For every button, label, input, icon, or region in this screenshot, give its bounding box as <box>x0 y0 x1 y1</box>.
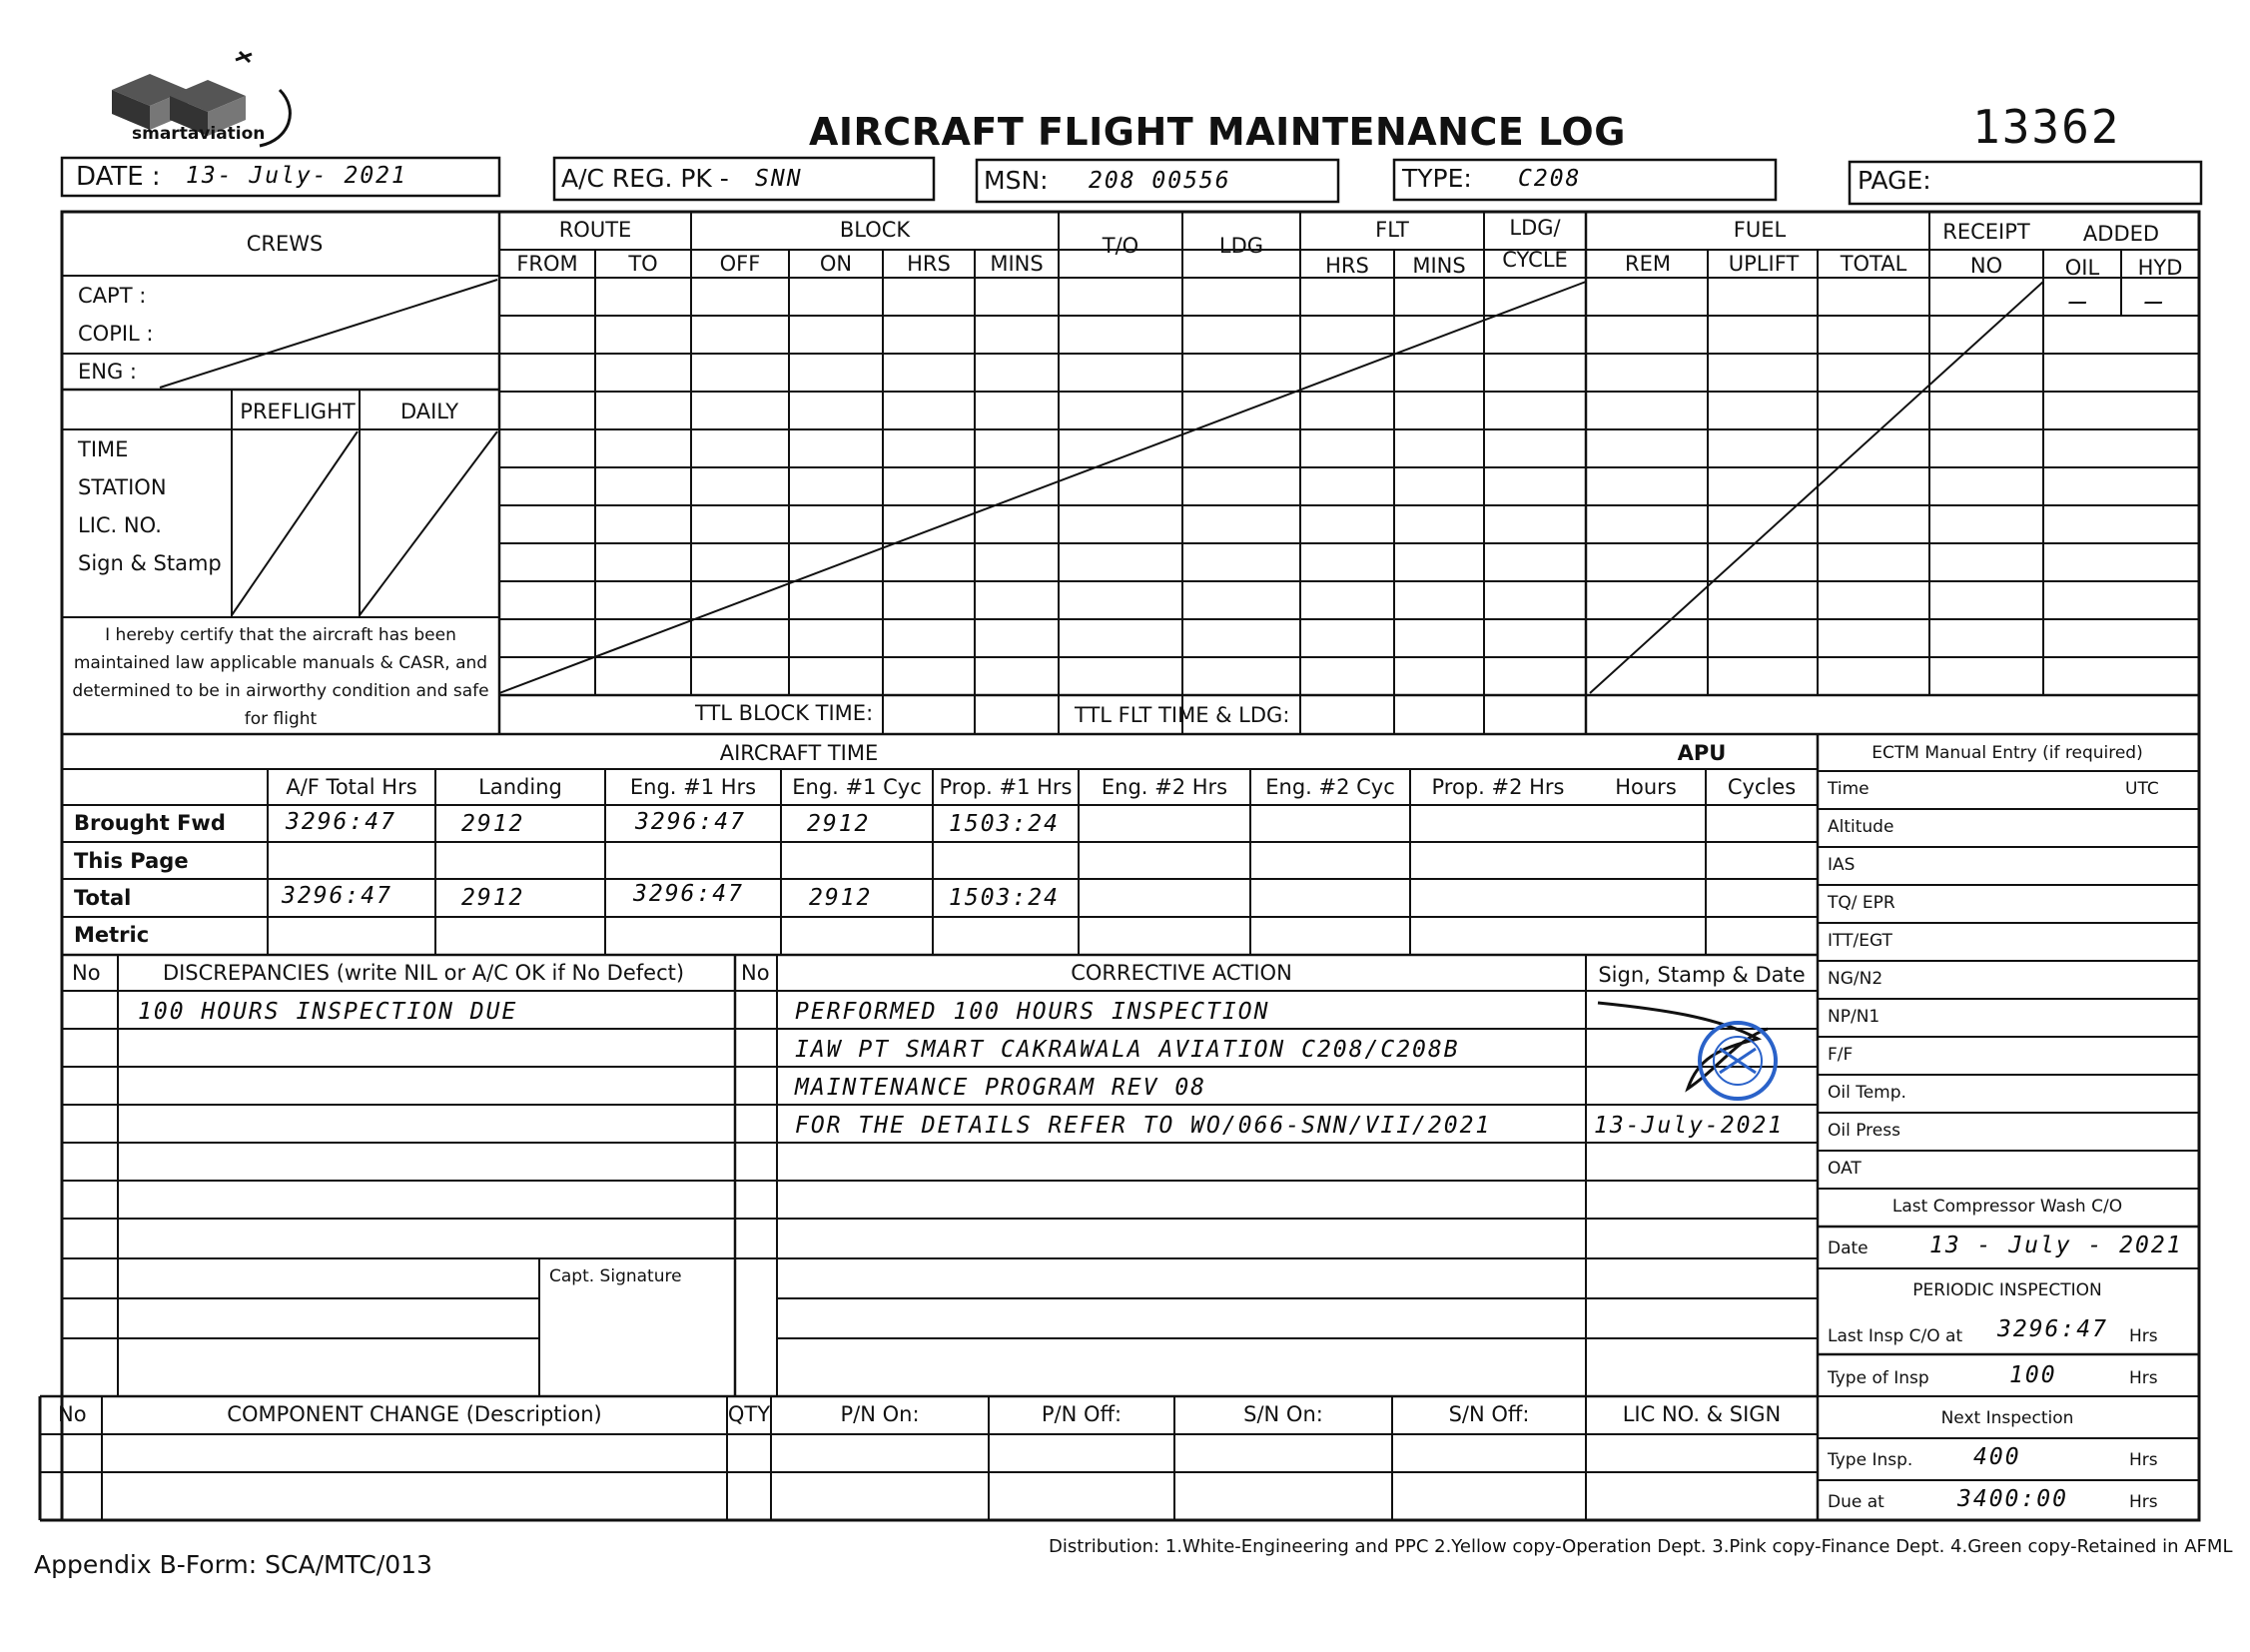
due-at-hrs: Hrs <box>2129 1492 2158 1512</box>
row-this-page: This Page <box>74 849 189 873</box>
date-value[interactable]: 13- July- 2021 <box>186 163 407 189</box>
col-prop2-hrs: Prop. #2 Hrs <box>1431 775 1565 799</box>
lic-sign-header: LIC NO. & SIGN <box>1622 1402 1782 1426</box>
due-at-value[interactable]: 3400:00 <box>1957 1486 2068 1512</box>
sub-row-sign: Sign & Stamp <box>78 551 222 575</box>
ectm-itt-egt: ITT/EGT <box>1828 931 1892 951</box>
daily-header: DAILY <box>399 400 459 423</box>
hyd-added-value[interactable]: — <box>2145 284 2164 318</box>
capt-signature-label: Capt. Signature <box>549 1266 682 1286</box>
flt-hrs-header: HRS <box>1325 254 1369 278</box>
ectm-time: Time <box>1828 779 1870 799</box>
bf-af-total[interactable]: 3296:47 <box>286 809 396 835</box>
ldg-header: LDG <box>1218 234 1264 258</box>
periodic-inspection-title: PERIODIC INSPECTION <box>1912 1280 2102 1300</box>
corrective-line-1[interactable]: PERFORMED 100 HOURS INSPECTION <box>795 999 1270 1025</box>
oil-added-value[interactable]: — <box>2069 284 2088 318</box>
bf-landing[interactable]: 2912 <box>461 811 525 837</box>
ectm-utc: UTC <box>2125 779 2159 799</box>
sign-date-value[interactable]: 13-July-2021 <box>1594 1113 1785 1139</box>
serial-number: 13362 <box>1972 100 2121 154</box>
ldg-cycle-header-2: CYCLE <box>1502 248 1568 272</box>
flt-mins-header: MINS <box>1412 254 1466 278</box>
route-header: ROUTE <box>558 218 632 242</box>
compressor-wash-title: Last Compressor Wash C/O <box>1891 1197 2123 1217</box>
col-landing: Landing <box>478 775 562 799</box>
ectm-title: ECTM Manual Entry (if required) <box>1872 743 2143 763</box>
crew-capt: CAPT : <box>78 284 147 308</box>
to-header: TO <box>628 252 658 276</box>
preflight-header: PREFLIGHT <box>240 400 356 423</box>
msn-value[interactable]: 208 00556 <box>1089 168 1231 194</box>
sign-stamp-date-header: Sign, Stamp & Date <box>1598 963 1806 987</box>
sub-row-station: STATION <box>78 475 167 499</box>
col-eng2-hrs: Eng. #2 Hrs <box>1101 775 1228 799</box>
off-header: OFF <box>719 252 761 276</box>
type-label: TYPE: <box>1402 164 1472 193</box>
receipt-header-2: NO <box>1969 254 2003 278</box>
sub-row-lic: LIC. NO. <box>78 513 162 537</box>
last-insp-hrs: Hrs <box>2129 1326 2158 1346</box>
ldg-cycle-header-1: LDG/ <box>1509 216 1561 240</box>
bf-eng1-cyc[interactable]: 2912 <box>807 811 871 837</box>
crews-title: CREWS <box>246 232 324 256</box>
last-insp-label: Last Insp C/O at <box>1828 1326 1963 1346</box>
ectm-altitude: Altitude <box>1828 817 1894 837</box>
corrective-line-2[interactable]: IAW PT SMART CAKRAWALA AVIATION C208/C208B <box>795 1037 1460 1063</box>
type-insp-value[interactable]: 100 <box>2009 1362 2057 1388</box>
apu-cycles: Cycles <box>1727 775 1797 799</box>
ectm-oat: OAT <box>1828 1159 1862 1179</box>
date-label: DATE : <box>76 162 161 192</box>
page-title: AIRCRAFT FLIGHT MAINTENANCE LOG <box>809 110 1626 154</box>
oil-header: OIL <box>2064 256 2100 280</box>
ectm-ff: F/F <box>1828 1045 1854 1065</box>
apu-hours: Hours <box>1615 775 1677 799</box>
on-header: ON <box>819 252 853 276</box>
rem-header: REM <box>1625 252 1671 276</box>
uplift-header: UPLIFT <box>1728 252 1800 276</box>
aircraft-time-title: AIRCRAFT TIME <box>719 741 879 765</box>
certify-statement: I hereby certify that the aircraft has been maintained law applicable manuals & CASR, and determined to be in airworthy condition and safe for flight <box>72 625 489 729</box>
msn-label: MSN: <box>984 166 1049 195</box>
component-change-title: COMPONENT CHANGE (Description) <box>227 1402 602 1426</box>
compressor-date-value[interactable]: 13 - July - 2021 <box>1929 1233 2183 1258</box>
ectm-np-n1: NP/N1 <box>1828 1007 1880 1027</box>
last-insp-value[interactable]: 3296:47 <box>1997 1316 2108 1342</box>
comp-no-header: No <box>58 1402 87 1426</box>
total-fuel-header: TOTAL <box>1840 252 1907 276</box>
flt-header: FLT <box>1375 218 1409 242</box>
corrective-line-4[interactable]: FOR THE DETAILS REFER TO WO/066-SNN/VII/2021 <box>795 1113 1492 1139</box>
ectm-oil-temp: Oil Temp. <box>1828 1083 1906 1103</box>
type-value[interactable]: C208 <box>1518 166 1582 192</box>
sn-off-header: S/N Off: <box>1448 1402 1530 1426</box>
corrective-line-3[interactable]: MAINTENANCE PROGRAM REV 08 <box>795 1075 1207 1101</box>
type-insp-hrs: Hrs <box>2129 1368 2158 1388</box>
col-eng1-hrs: Eng. #1 Hrs <box>629 775 757 799</box>
crew-eng: ENG : <box>78 360 138 384</box>
pn-off-header: P/N Off: <box>1041 1402 1123 1426</box>
ectm-ias: IAS <box>1828 855 1856 875</box>
apu-title: APU <box>1677 741 1727 765</box>
fuel-header: FUEL <box>1733 218 1787 242</box>
total-prop1-hrs[interactable]: 1503:24 <box>949 885 1060 911</box>
page-label: PAGE: <box>1858 166 1931 195</box>
corr-no-header: No <box>741 961 770 985</box>
distribution-note: Distribution: 1.White-Engineering and PPC 2.Yellow copy-Operation Dept. 3.Pink copy-Finance Dept. 4.Green copy-Retained in AFML <box>1049 1536 2233 1557</box>
added-header: ADDED <box>2082 222 2160 246</box>
row-total: Total <box>74 886 132 910</box>
ttl-flt-time-label: TTL FLT TIME & LDG: <box>1075 703 1290 727</box>
sn-on-header: S/N On: <box>1243 1402 1323 1426</box>
total-eng1-hrs[interactable]: 3296:47 <box>633 881 744 907</box>
reg-value[interactable]: SNN <box>755 166 803 192</box>
col-eng2-cyc: Eng. #2 Cyc <box>1265 775 1395 799</box>
next-type-value[interactable]: 400 <box>1973 1444 2021 1470</box>
col-eng1-cyc: Eng. #1 Cyc <box>792 775 922 799</box>
total-af-total[interactable]: 3296:47 <box>282 883 392 909</box>
next-type-label: Type Insp. <box>1828 1450 1913 1470</box>
block-header: BLOCK <box>839 218 911 242</box>
next-inspection-title: Next Inspection <box>1940 1408 2074 1428</box>
bf-prop1-hrs[interactable]: 1503:24 <box>949 811 1060 837</box>
ttl-block-time-label: TTL BLOCK TIME: <box>695 701 874 725</box>
corrective-action-title: CORRECTIVE ACTION <box>1071 961 1292 985</box>
sub-row-time: TIME <box>78 437 129 461</box>
row-brought-fwd: Brought Fwd <box>74 811 226 835</box>
pn-on-header: P/N On: <box>840 1402 920 1426</box>
discrepancies-title: DISCREPANCIES (write NIL or A/C OK if No Defect) <box>162 961 685 985</box>
qty-header: QTY <box>727 1402 771 1426</box>
row-metric: Metric <box>74 923 150 947</box>
logo-text: smartaviation <box>132 124 266 144</box>
hyd-header: HYD <box>2137 256 2183 280</box>
bf-eng1-hrs[interactable]: 3296:47 <box>635 809 746 835</box>
next-type-hrs: Hrs <box>2129 1450 2158 1470</box>
total-eng1-cyc[interactable]: 2912 <box>809 885 873 911</box>
crew-copil: COPIL : <box>78 322 154 346</box>
appendix-form: Appendix B-Form: SCA/MTC/013 <box>34 1550 432 1579</box>
disc-no-header: No <box>72 961 101 985</box>
ectm-ng-n2: NG/N2 <box>1828 969 1883 989</box>
from-header: FROM <box>516 252 578 276</box>
receipt-header-1: RECEIPT <box>1942 220 2030 244</box>
total-landing[interactable]: 2912 <box>461 885 525 911</box>
due-at-label: Due at <box>1828 1492 1884 1512</box>
block-hrs-header: HRS <box>907 252 951 276</box>
block-mins-header: MINS <box>990 252 1044 276</box>
type-insp-label: Type of Insp <box>1828 1368 1929 1388</box>
ectm-oil-press: Oil Press <box>1828 1121 1900 1141</box>
col-af-total: A/F Total Hrs <box>286 775 417 799</box>
reg-label: A/C REG. PK - <box>561 164 729 193</box>
to-col-header: T/O <box>1102 234 1139 258</box>
discrepancy-entry[interactable]: 100 HOURS INSPECTION DUE <box>138 999 518 1025</box>
col-prop1-hrs: Prop. #1 Hrs <box>939 775 1073 799</box>
compressor-date-label: Date <box>1828 1239 1869 1258</box>
ectm-tq-epr: TQ/ EPR <box>1828 893 1895 913</box>
